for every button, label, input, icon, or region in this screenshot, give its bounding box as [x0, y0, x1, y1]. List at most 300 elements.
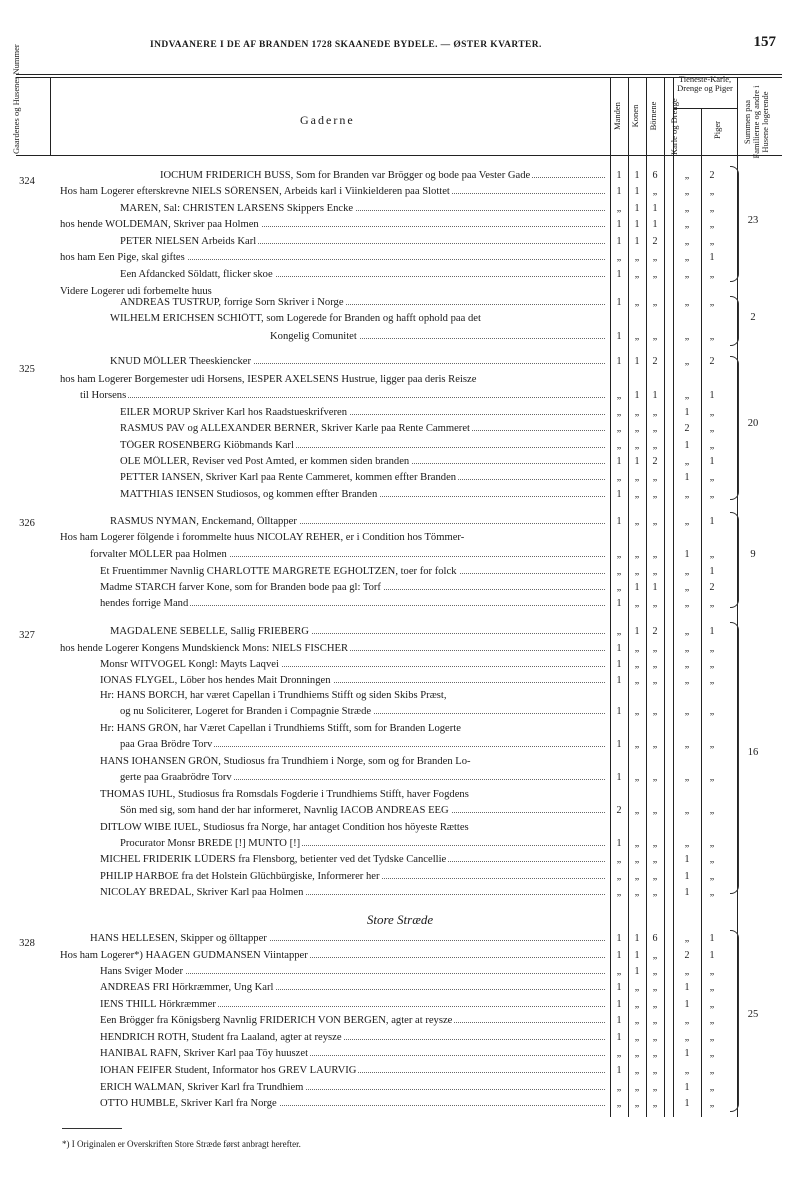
count-cell: „ — [634, 423, 640, 434]
count-cell: 1 — [616, 950, 622, 961]
count-cell: „ — [652, 675, 658, 686]
row-text: IOHAN FEIFER Student, Informator hos GREV LAURVIG — [100, 1065, 357, 1076]
count-cell: „ — [616, 203, 622, 214]
row-text: paa Graa Brödre Torv — [120, 739, 213, 750]
count-cell: 1 — [634, 626, 640, 637]
count-cell: „ — [652, 772, 658, 783]
count-cell: „ — [684, 489, 690, 500]
count-cell: „ — [684, 203, 690, 214]
table-row — [60, 582, 605, 593]
col-rule-3 — [628, 77, 629, 1117]
count-cell: „ — [652, 1048, 658, 1059]
count-cell: „ — [684, 1015, 690, 1026]
table-row — [60, 423, 605, 434]
count-cell: „ — [684, 1032, 690, 1043]
count-cell: 1 — [616, 516, 622, 527]
table-row — [60, 440, 605, 451]
group-total: 16 — [747, 747, 759, 758]
count-cell: „ — [684, 933, 690, 944]
row-text: MAREN, Sal: CHRISTEN LARSENS Skippers Encke — [120, 203, 354, 214]
count-cell: „ — [709, 472, 715, 483]
table-row — [60, 313, 605, 324]
count-cell: „ — [684, 706, 690, 717]
row-text: hos ham Logerer Borgemester udi Horsens, IESPER AXELSENS Hustrue, ligger paa deris Reisze — [60, 374, 477, 385]
count-cell: „ — [684, 356, 690, 367]
count-cell: 1 — [684, 549, 690, 560]
count-cell: „ — [684, 219, 690, 230]
count-cell: „ — [616, 407, 622, 418]
count-cell: 1 — [616, 170, 622, 181]
group-total: 9 — [750, 549, 756, 560]
count-cell: „ — [652, 854, 658, 865]
count-cell: „ — [652, 440, 658, 451]
count-cell: „ — [634, 269, 640, 280]
row-text: Hos ham Logerer efterskrevne NIELS SÖRENSEN, Arbeids karl i Viinkielderen paa Slottet — [60, 186, 450, 197]
row-text: HANS HELLESEN, Skipper og ölltapper — [90, 933, 267, 944]
table-row — [60, 489, 605, 500]
count-cell: 1 — [634, 950, 640, 961]
col-header-piger: Piger — [712, 121, 722, 139]
count-cell: „ — [616, 390, 622, 401]
count-cell: „ — [709, 838, 715, 849]
count-cell: „ — [634, 772, 640, 783]
count-cell: 1 — [634, 236, 640, 247]
table-row — [60, 516, 605, 527]
table-row — [60, 675, 605, 686]
count-cell: 1 — [709, 456, 715, 467]
count-cell: 1 — [634, 186, 640, 197]
count-cell: „ — [634, 1065, 640, 1076]
count-cell: „ — [616, 423, 622, 434]
count-cell: „ — [684, 1065, 690, 1076]
count-cell: „ — [616, 854, 622, 865]
count-cell: „ — [684, 838, 690, 849]
row-text: forvalter MÖLLER paa Holmen — [90, 549, 227, 560]
count-cell: „ — [709, 423, 715, 434]
row-text: EILER MORUP Skriver Karl hos Raadstueskrifveren — [120, 407, 348, 418]
row-text: OTTO HUMBLE, Skriver Karl fra Norge — [100, 1098, 277, 1109]
count-cell: „ — [652, 871, 658, 882]
table-row — [60, 739, 605, 750]
count-cell: „ — [616, 472, 622, 483]
count-cell: „ — [709, 269, 715, 280]
table-row — [60, 805, 605, 816]
count-cell: 1 — [634, 456, 640, 467]
count-cell: 1 — [684, 1098, 690, 1109]
count-cell: „ — [684, 643, 690, 654]
row-text: PHILIP HARBOE fra det Holstein Glüchbürgiske, Informerer her — [100, 871, 380, 882]
count-cell: „ — [709, 999, 715, 1010]
count-cell: 1 — [634, 966, 640, 977]
count-cell: 1 — [684, 1048, 690, 1059]
count-cell: 2 — [709, 356, 715, 367]
count-cell: 1 — [634, 170, 640, 181]
row-text: til Horsens — [80, 390, 127, 401]
count-cell: „ — [709, 805, 715, 816]
count-cell: „ — [652, 549, 658, 560]
count-cell: „ — [634, 252, 640, 263]
col-header-gaderne: Gaderne — [300, 113, 355, 127]
count-cell: „ — [684, 966, 690, 977]
count-cell: „ — [634, 643, 640, 654]
page-number: 157 — [753, 34, 776, 50]
row-text: RASMUS PAV og ALLEXANDER BERNER, Skriver Karle paa Rente Cammeret — [120, 423, 470, 434]
count-cell: „ — [652, 516, 658, 527]
count-cell: 1 — [634, 390, 640, 401]
count-cell: 2 — [684, 423, 690, 434]
count-cell: „ — [616, 1098, 622, 1109]
count-cell: „ — [709, 966, 715, 977]
count-cell: „ — [634, 598, 640, 609]
count-cell: „ — [684, 805, 690, 816]
count-cell: „ — [652, 999, 658, 1010]
table-top-rule — [16, 74, 782, 75]
table-row — [60, 690, 605, 701]
count-cell: 1 — [684, 982, 690, 993]
count-cell: „ — [652, 706, 658, 717]
row-text: ERICH WALMAN, Skriver Karl fra Trundhiem — [100, 1082, 304, 1093]
row-text: ANDREAS FRI Hörkræmmer, Ung Karl — [100, 982, 274, 993]
table-row — [60, 659, 605, 670]
col-header-manden: Manden — [612, 102, 622, 130]
row-text: Videre Logerer udi forbemelte huus — [60, 286, 212, 297]
count-cell: „ — [634, 472, 640, 483]
count-cell: 1 — [616, 331, 622, 342]
count-cell: „ — [652, 566, 658, 577]
count-cell: „ — [652, 1015, 658, 1026]
count-cell: „ — [684, 582, 690, 593]
row-text: Madme STARCH farver Kone, som for Branden bode paa gl: Torf — [100, 582, 381, 593]
count-cell: „ — [684, 675, 690, 686]
row-text: THOMAS IUHL, Studiosus fra Romsdals Fogderie i Trundhiems Stifft, haver Fogdens — [100, 789, 469, 800]
row-text: IENS THILL Hörkræmmer — [100, 999, 216, 1010]
count-cell: „ — [709, 489, 715, 500]
count-cell: 1 — [616, 456, 622, 467]
col-rule-6 — [673, 77, 674, 1117]
col-rule-7 — [701, 108, 702, 1117]
count-cell: „ — [709, 1065, 715, 1076]
count-cell: „ — [709, 1098, 715, 1109]
count-cell: 1 — [652, 203, 658, 214]
row-text: WILHELM ERICHSEN SCHIÖTT, som Logerede for Branden og hafft ophold paa det — [110, 313, 481, 324]
count-cell: 2 — [684, 950, 690, 961]
count-cell: „ — [652, 887, 658, 898]
table-row — [60, 854, 605, 865]
count-cell: 1 — [684, 407, 690, 418]
count-cell: 1 — [616, 1032, 622, 1043]
count-cell: 1 — [634, 933, 640, 944]
count-cell: „ — [634, 739, 640, 750]
group-brace — [730, 512, 739, 608]
table-row — [60, 950, 605, 961]
count-cell: 2 — [652, 456, 658, 467]
count-cell: 1 — [709, 516, 715, 527]
count-cell: „ — [684, 297, 690, 308]
count-cell: „ — [616, 1048, 622, 1059]
count-cell: 2 — [652, 356, 658, 367]
count-cell: 1 — [616, 236, 622, 247]
col-rule-4 — [646, 77, 647, 1117]
count-cell: 1 — [616, 982, 622, 993]
count-cell: „ — [709, 706, 715, 717]
row-text: gerte paa Graabrödre Torv — [120, 772, 232, 783]
count-cell: 1 — [616, 739, 622, 750]
count-cell: 1 — [684, 871, 690, 882]
table-row — [60, 966, 605, 977]
row-text: RASMUS NYMAN, Enckemand, Ölltapper — [110, 516, 297, 527]
count-cell: 1 — [616, 659, 622, 670]
row-text: Een Afdancked Söldatt, flicker skoe — [120, 269, 273, 280]
row-text: KNUD MÖLLER Theeskiencker — [110, 356, 252, 367]
row-text: hos ham Een Pige, skal giftes — [60, 252, 185, 263]
count-cell: 6 — [652, 170, 658, 181]
count-cell: „ — [652, 739, 658, 750]
count-cell: „ — [652, 297, 658, 308]
header-bottom-rule — [16, 155, 782, 156]
footnote-rule — [62, 1128, 122, 1129]
count-cell: 2 — [652, 626, 658, 637]
count-cell: „ — [684, 331, 690, 342]
row-text: Hr: HANS BORCH, har været Capellan i Trundhiems Stifft og siden Skibs Præst, — [100, 690, 447, 701]
row-text: MICHEL FRIDERIK LÜDERS fra Flensborg, betienter ved det Tydske Cancellie — [100, 854, 447, 865]
table-row — [60, 297, 605, 308]
col-header-konen: Konen — [630, 104, 640, 128]
count-cell: 1 — [684, 440, 690, 451]
count-cell: „ — [616, 626, 622, 637]
table-row — [60, 789, 605, 800]
count-cell: „ — [709, 549, 715, 560]
row-text: Hans Sviger Moder — [100, 966, 183, 977]
count-cell: „ — [652, 186, 658, 197]
count-cell: „ — [652, 1065, 658, 1076]
count-cell: „ — [616, 1082, 622, 1093]
count-cell: „ — [652, 407, 658, 418]
count-cell: „ — [652, 805, 658, 816]
table-row — [60, 871, 605, 882]
row-text: hos hende WOLDEMAN, Skriver paa Holmen — [60, 219, 259, 230]
col-header-born: Börnene — [648, 101, 658, 131]
table-row — [60, 598, 605, 609]
table-row — [60, 772, 605, 783]
count-cell: 1 — [684, 1082, 690, 1093]
count-cell: „ — [616, 440, 622, 451]
count-cell: 1 — [616, 1065, 622, 1076]
count-cell: „ — [634, 706, 640, 717]
count-cell: 1 — [684, 999, 690, 1010]
count-cell: „ — [709, 871, 715, 882]
group-total: 25 — [747, 1009, 759, 1020]
group-total: 2 — [750, 312, 756, 323]
count-cell: „ — [616, 966, 622, 977]
count-cell: 1 — [684, 472, 690, 483]
count-cell: „ — [709, 186, 715, 197]
table-row — [60, 532, 605, 543]
table-row — [60, 999, 605, 1010]
count-cell: „ — [652, 269, 658, 280]
count-cell: „ — [684, 252, 690, 263]
count-cell: 1 — [616, 356, 622, 367]
group-total: 20 — [747, 418, 759, 429]
count-cell: 1 — [652, 390, 658, 401]
footnote: *) I Originalen er Overskriften Store Stræde først anbragt herefter. — [62, 1139, 301, 1149]
running-header: INDVAANERE I DE AF BRANDEN 1728 SKAANEDE BYDELE. — ØSTER KVARTER. — [150, 40, 542, 50]
count-cell: 1 — [709, 566, 715, 577]
count-cell: „ — [684, 598, 690, 609]
count-cell: „ — [652, 331, 658, 342]
count-cell: „ — [709, 1082, 715, 1093]
row-text: Hos ham Logerer*) HAAGEN GUDMANSEN Viintapper — [60, 950, 308, 961]
count-cell: 1 — [652, 219, 658, 230]
table-row — [60, 407, 605, 418]
count-cell: 1 — [634, 219, 640, 230]
table-row — [60, 982, 605, 993]
count-cell: 1 — [616, 1015, 622, 1026]
tieneste-split-rule — [673, 108, 737, 109]
row-text: PETER NIELSEN Arbeids Karl — [120, 236, 257, 247]
table-row — [60, 549, 605, 560]
count-cell: 1 — [709, 390, 715, 401]
count-cell: „ — [709, 236, 715, 247]
count-cell: „ — [616, 252, 622, 263]
table-row — [60, 756, 605, 767]
row-text: hos hende Logerer Kongens Mundskienck Mons: NIELS FISCHER — [60, 643, 349, 654]
table-row — [60, 1082, 605, 1093]
group-total: 23 — [747, 215, 759, 226]
count-cell: „ — [709, 739, 715, 750]
row-text: Et Fruentimmer Navnlig CHARLOTTE MARGRETE EGHOLTZEN, toer for folck — [100, 566, 457, 577]
count-cell: 1 — [616, 838, 622, 849]
count-cell: „ — [634, 297, 640, 308]
count-cell: 1 — [684, 887, 690, 898]
count-cell: 1 — [616, 489, 622, 500]
count-cell: „ — [709, 675, 715, 686]
col-rule-1 — [50, 77, 51, 155]
table-row — [60, 822, 605, 833]
count-cell: „ — [652, 423, 658, 434]
group-brace — [730, 356, 739, 500]
count-cell: „ — [634, 489, 640, 500]
row-text: MAGDALENE SEBELLE, Sallig FRIEBERG — [110, 626, 309, 637]
house-number: 328 — [19, 938, 35, 949]
count-cell: 2 — [652, 236, 658, 247]
count-cell: 6 — [652, 933, 658, 944]
count-cell: 1 — [709, 252, 715, 263]
table-row — [60, 1048, 605, 1059]
count-cell: 2 — [709, 170, 715, 181]
count-cell: „ — [709, 643, 715, 654]
row-text: TÖGER ROSENBERG Kiöbmands Karl — [120, 440, 294, 451]
count-cell: „ — [652, 982, 658, 993]
row-text: Hr: HANS GRÖN, har Været Capellan i Trundhiems Stifft, som for Branden Logerte — [100, 723, 461, 734]
table-row — [60, 390, 605, 401]
table-row — [60, 706, 605, 717]
count-cell: „ — [709, 407, 715, 418]
house-number: 324 — [19, 176, 35, 187]
table-row — [60, 1098, 605, 1109]
table-row — [60, 356, 605, 367]
row-text: ANDREAS TUSTRUP, forrige Sorn Skriver i Norge — [120, 297, 344, 308]
row-text: Sön med sig, som hand der har informeret, Navnlig IACOB ANDREAS EEG — [120, 805, 449, 816]
count-cell: 1 — [616, 297, 622, 308]
count-cell: „ — [709, 982, 715, 993]
col-header-tieneste: Tieneste-Karle, Drenge og Piger — [677, 74, 733, 93]
table-row — [60, 269, 605, 280]
count-cell: 1 — [616, 933, 622, 944]
count-cell: 1 — [652, 582, 658, 593]
count-cell: „ — [684, 659, 690, 670]
table-row — [60, 252, 605, 263]
count-cell: „ — [616, 887, 622, 898]
count-cell: 1 — [709, 950, 715, 961]
row-text: IONAS FLYGEL, Löber hos hendes Mait Dronningen — [100, 675, 331, 686]
table-row — [60, 203, 605, 214]
count-cell: „ — [709, 659, 715, 670]
count-cell: „ — [652, 1082, 658, 1093]
count-cell: 1 — [684, 854, 690, 865]
row-text: MATTHIAS IENSEN Studiosos, og kommen effter Branden — [120, 489, 378, 500]
table-row — [60, 1065, 605, 1076]
row-text: HANS IOHANSEN GRÖN, Studiosus fra Trundhiem i Norge, som og for Branden Lo- — [100, 756, 471, 767]
count-cell: „ — [709, 772, 715, 783]
count-cell: 1 — [709, 626, 715, 637]
col-header-gaard: Gaardenes og Husenes Nummer — [11, 44, 21, 154]
count-cell: „ — [634, 854, 640, 865]
count-cell: „ — [684, 516, 690, 527]
count-cell: 1 — [634, 582, 640, 593]
count-cell: „ — [652, 966, 658, 977]
count-cell: „ — [652, 1098, 658, 1109]
row-text: Monsr WITVOGEL Kongl: Mayts Laqvei — [100, 659, 279, 670]
row-text: OLE MÖLLER, Reviser ved Post Amted, er kommen siden branden — [120, 456, 410, 467]
count-cell: „ — [634, 1048, 640, 1059]
count-cell: „ — [634, 440, 640, 451]
count-cell: 1 — [616, 643, 622, 654]
count-cell: 1 — [634, 356, 640, 367]
row-text: HENDRICH ROTH, Student fra Laaland, agter at reysze — [100, 1032, 342, 1043]
col-header-summen: Summen paa Familierne og andre i Husene logerende — [742, 85, 770, 159]
table-row — [60, 723, 605, 734]
row-text: DITLOW WIBE IUEL, Studiosus fra Norge, har antaget Condition hos höyeste Rættes — [100, 822, 469, 833]
count-cell: „ — [684, 390, 690, 401]
table-row — [60, 170, 605, 181]
count-cell: „ — [709, 203, 715, 214]
count-cell: „ — [616, 566, 622, 577]
table-row — [60, 472, 605, 483]
table-row — [60, 219, 605, 230]
count-cell: „ — [634, 516, 640, 527]
count-cell: „ — [684, 626, 690, 637]
count-cell: „ — [652, 659, 658, 670]
count-cell: „ — [709, 598, 715, 609]
row-text: og nu Soliciterer, Logeret for Branden i Compagnie Stræde — [120, 706, 372, 717]
table-row — [60, 838, 605, 849]
count-cell: „ — [634, 1032, 640, 1043]
count-cell: „ — [652, 950, 658, 961]
count-cell: „ — [684, 456, 690, 467]
leader-dots — [80, 397, 605, 398]
count-cell: 1 — [709, 933, 715, 944]
table-row — [60, 286, 605, 297]
count-cell: „ — [634, 982, 640, 993]
count-cell: „ — [634, 871, 640, 882]
count-cell: „ — [634, 1082, 640, 1093]
count-cell: „ — [652, 472, 658, 483]
col-rule-2 — [610, 77, 611, 1117]
count-cell: 1 — [616, 999, 622, 1010]
count-cell: „ — [634, 659, 640, 670]
row-text: Kongelig Comunitet — [270, 331, 357, 342]
count-cell: „ — [634, 549, 640, 560]
